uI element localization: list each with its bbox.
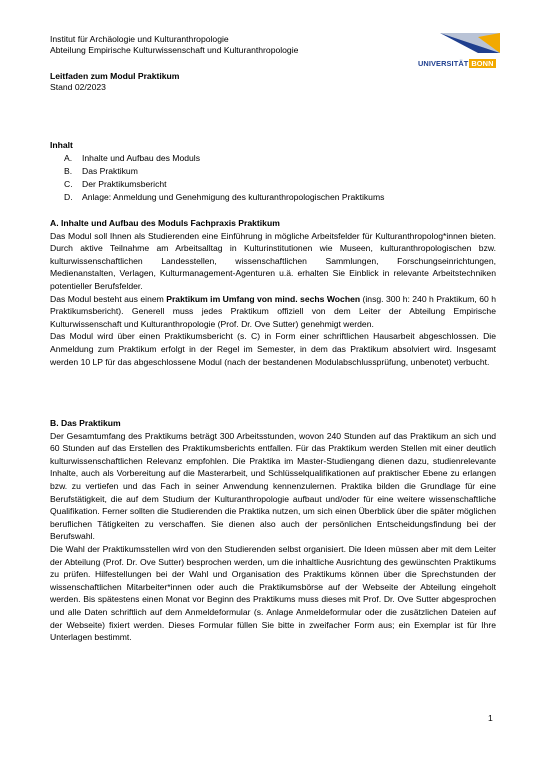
- logo-text-universitaet: UNIVERSITÄT: [418, 59, 469, 68]
- institute-name: Institut für Archäologie und Kulturanthropologie: [50, 34, 229, 44]
- section-b: [50, 417, 496, 644]
- toc-heading: Inhalt: [50, 140, 73, 150]
- document-title: Leitfaden zum Modul Praktikum: [50, 71, 180, 81]
- toc-text: Inhalte und Aufbau des Moduls: [82, 153, 201, 163]
- section-a-p2-bold: Praktikum im Umfang von mind. sechs Wochen: [166, 293, 361, 304]
- section-a-p2-text-end: (insg. 300 h: 240 h Praktikum, 60 h Praktikumsbericht). Generell muss jedes Praktikum offiziell von dem Leiter der Abteilung Empirische Kulturwissenschaft und Kulturanthropologie (Prof. Dr. Ove Sutter) genehmigt werden.: [50, 293, 496, 329]
- toc-text: Anlage: Anmeldung und Genehmigung des kulturanthropologischen Praktikums: [82, 192, 385, 202]
- toc-item: [50, 165, 500, 178]
- document-stand: Stand 02/2023: [50, 82, 106, 92]
- document-title-block: [50, 71, 179, 93]
- toc-item: [50, 178, 500, 191]
- section-a-paragraph-2: [50, 293, 496, 331]
- toc-text: Der Praktikumsbericht: [82, 179, 167, 189]
- toc-marker: C.: [64, 179, 73, 189]
- toc-marker: B.: [64, 166, 73, 176]
- section-b-paragraph-1: Der Gesamtumfang des Praktikums beträgt 300 Arbeitsstunden, wovon 240 Stunden auf das Praktikum an sich und 60 Stunden auf das Erstellen des Praktikumsberichts entfallen. Für das Praktikum werden Stellen mit einer deutlich kulturwissenschaftlichen Relevanz empfohlen. Die Praktika im Master-Studiengang dienen dazu, studienrelevante Inhalte, auch als Vorbereitung auf die Masterarbeit, und Schlüsselqualifikationen auf praktischer Ebene zu erlangen bzw. zu vertiefen und das Fach in seiner Anwendung kennenzulernen. Praktika bilden die Grundlage für eine Berufstätigkeit, die auf dem Studium der Kulturanthropologie aufbaut und/oder für eine weitere wissenschaftliche Qualifikation. Ferner sollten die Studierenden die Praktika nutzen, um sich einen Überblick über die später möglichen beruflichen Tätigkeiten zu verschaffen. Sie dienen also auch der persönlichen Entscheidungsfindung bei der Berufswahl.: [50, 430, 496, 542]
- toc-item: [50, 152, 500, 165]
- section-a-paragraph-1: Das Modul soll Ihnen als Studierenden eine Einführung in mögliche Arbeitsfelder für Kulturanthropolog*innen bieten. Durch aktive Teilnahme am Arbeitsalltag in Kulturinstitutionen wie Museen, kulturanthropologischen bzw. kulturwissenschaftlichen Landesstellen, wissenschaftlichen Sammlungen, Forschungseinrichtungen, Medienanstalten, Verlagen, Kulturmanagement-Agenturen u.ä. erhalten Sie Einblick in relevante Arbeitstechniken potentieller Berufsfelder.: [50, 230, 496, 291]
- section-b-paragraph-2: Die Wahl der Praktikumsstellen wird von den Studierenden selbst organisiert. Die Ideen müssen aber mit dem Leiter der Abteilung (Prof. Dr. Ove Sutter) besprochen werden, um die inhaltliche Ausrichtung des gewünschten Praktikums zu prüfen. Hilfestellungen bei der Wahl und Organisation des Praktikums können über die Sprechstunden der wissenschaftlichen Mitarbeiter*innen oder auch die Praktikumsbörse auf der Webseite der Abteilung eingeholt werden. Bis spätestens einen Monat vor Beginn des Praktikums muss dieses mit Prof. Dr. Ove Sutter abgesprochen und alle Daten schriftlich auf dem Anmeldeformular (s. Anlage Anmeldeformular oder die zusätzlichen Dateien auf der Webseite) fixiert werden. Dieses Formular füllen Sie bitte in zweifacher Form aus; ein Exemplar ist für Ihre Unterlagen bestimmt.: [50, 543, 496, 643]
- university-logo: [418, 31, 500, 69]
- toc-item: [50, 191, 500, 204]
- logo-mark-icon: [418, 31, 500, 59]
- logo-wordmark: [418, 59, 496, 68]
- logo-text-bonn: BONN: [471, 59, 494, 68]
- page-number: 1: [488, 713, 493, 723]
- section-a-heading: A. Inhalte und Aufbau des Moduls Fachpraxis Praktikum: [50, 218, 280, 228]
- department-name: Abteilung Empirische Kulturwissenschaft und Kulturanthropologie: [50, 45, 299, 55]
- section-a-p2-text: Das Modul besteht aus einem: [50, 293, 167, 304]
- toc-marker: D.: [64, 192, 73, 202]
- section-b-heading: B. Das Praktikum: [50, 418, 121, 428]
- section-a: [50, 217, 496, 368]
- toc-text: Das Praktikum: [82, 166, 138, 176]
- section-a-paragraph-3: Das Modul wird über einen Praktikumsbericht (s. C) in Form einer schriftlichen Hausarbeit abgeschlossen. Die Anmeldung zum Praktikum erfolgt in der Regel im Semester, in dem das Praktikum absolviert wird. Insgesamt werden 10 LP für das abgeschlossene Modul (nach der bestandenen Modulabschlussprüfung, unbenotet) verbucht.: [50, 331, 496, 367]
- document-header: [50, 34, 298, 56]
- table-of-contents: [50, 139, 500, 204]
- toc-marker: A.: [64, 153, 73, 163]
